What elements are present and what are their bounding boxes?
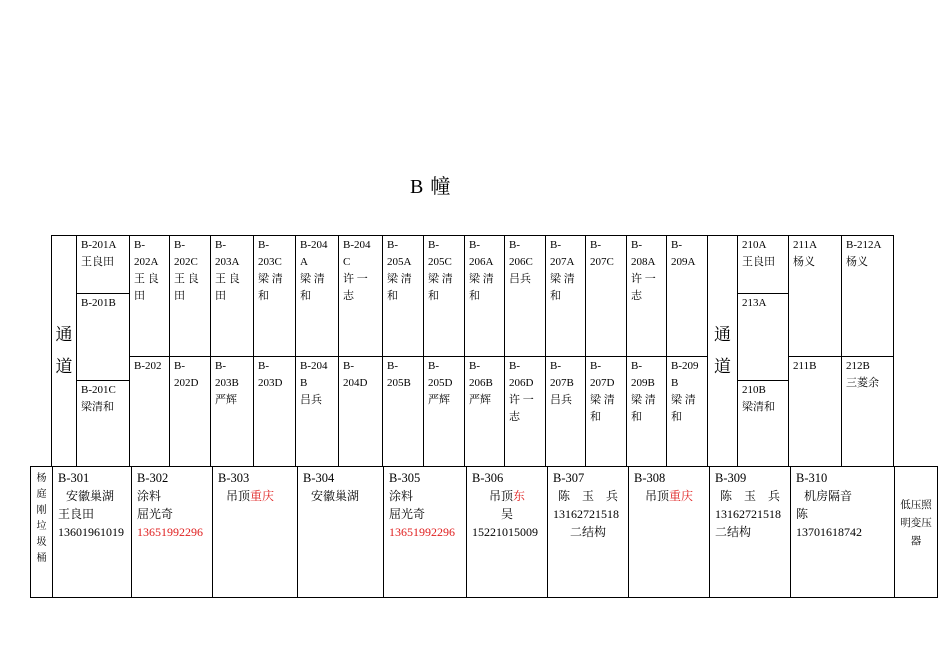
room-b203d	[253, 356, 296, 467]
room-code: B-301	[58, 471, 90, 485]
room-b208a	[626, 235, 667, 357]
room-b306	[466, 466, 548, 598]
room-line-1: 机房隔音	[804, 489, 853, 503]
room-b209a	[666, 235, 708, 357]
room-211a	[788, 235, 842, 357]
room-code-suffix: 202C	[174, 256, 198, 268]
room-code: B-	[134, 239, 145, 251]
label-char: 杨	[36, 473, 47, 484]
room-line-1: 涂料	[137, 489, 162, 503]
room-owner: 梁 清	[550, 273, 575, 285]
room-code: 210B	[742, 384, 766, 396]
room-line-2: 13162721518	[715, 507, 781, 521]
room-owner: 梁 清	[469, 273, 494, 285]
room-owner-cont: 和	[300, 290, 311, 302]
room-owner: 吕兵	[300, 394, 322, 406]
room-b303	[212, 466, 298, 598]
label-char: 庭	[36, 489, 47, 500]
room-code: B-308	[634, 471, 666, 485]
room-code-suffix: B	[300, 377, 308, 389]
room-code-suffix: 209A	[671, 256, 696, 268]
transformer-label	[894, 466, 938, 598]
room-line-1: 安徽巢湖	[311, 489, 360, 503]
room-212a	[841, 235, 894, 357]
room-code: B-310	[796, 471, 828, 485]
room-b302	[131, 466, 213, 598]
room-line-2: 王良田	[58, 507, 95, 521]
room-code-suffix: 205D	[428, 377, 453, 389]
room-code: 211B	[793, 360, 817, 372]
room-code: 212B	[846, 360, 870, 372]
room-code-suffix: 206D	[509, 377, 534, 389]
corridor-right	[707, 235, 738, 467]
room-code: 211A	[793, 239, 818, 251]
room-owner: 严辉	[469, 394, 491, 406]
room-b207c	[585, 235, 627, 357]
room-code: B-	[215, 239, 226, 251]
room-code-suffix: 203D	[258, 377, 283, 389]
room-code-suffix: 207A	[550, 256, 575, 268]
room-owner-cont: 田	[174, 290, 185, 302]
room-code-suffix: 207C	[590, 256, 614, 268]
room-owner-cont: 志	[509, 411, 520, 423]
room-owner-cont: 和	[387, 290, 398, 302]
room-code: B-	[590, 360, 601, 372]
room-owner: 杨义	[846, 256, 868, 268]
room-code: B-	[550, 239, 561, 251]
room-b204b	[295, 356, 339, 467]
room-b204c	[338, 235, 383, 357]
room-code: B-	[509, 360, 520, 372]
room-owner: 王 良	[174, 273, 199, 285]
trash-bin-label	[30, 466, 53, 598]
room-code-suffix: 205A	[387, 256, 412, 268]
room-code-suffix: 206B	[469, 377, 493, 389]
room-line-1: 安徽巢湖	[66, 489, 115, 503]
room-code: B-	[550, 360, 561, 372]
label-line: 器	[910, 536, 922, 547]
room-code-suffix: 206A	[469, 256, 494, 268]
room-code-suffix: C	[343, 256, 351, 268]
room-code: B-309	[715, 471, 747, 485]
room-owner: 梁 清	[631, 394, 656, 406]
room-b202d	[169, 356, 211, 467]
room-owner: 梁 清	[300, 273, 325, 285]
room-line-1	[634, 487, 704, 505]
corridor-right-char-1: 通	[714, 325, 731, 344]
room-b205d	[423, 356, 465, 467]
room-code: B-	[469, 360, 480, 372]
room-owner: 梁 清	[590, 394, 615, 406]
room-owner: 严辉	[428, 394, 450, 406]
corridor-left-char-1: 通	[55, 325, 73, 344]
room-b310	[790, 466, 895, 598]
room-owner: 严辉	[215, 394, 237, 406]
room-line-3: 二结构	[715, 525, 752, 539]
room-code: B-202	[134, 360, 162, 372]
room-b209b	[626, 356, 667, 467]
room-code-suffix: 203B	[215, 377, 239, 389]
room-code: B-	[428, 360, 439, 372]
room-line-2: 吴	[500, 507, 513, 521]
room-code: B-305	[389, 471, 421, 485]
room-code: B-201C	[81, 384, 116, 396]
room-line-3: 二结构	[569, 525, 606, 539]
room-b309	[709, 466, 791, 598]
room-owner: 梁清和	[81, 401, 114, 413]
room-code: B-303	[218, 471, 250, 485]
room-line-1	[218, 487, 292, 505]
label-char: 圾	[36, 537, 47, 548]
room-code-suffix: B	[671, 377, 679, 389]
room-code-suffix: A	[300, 256, 308, 268]
room-owner: 王 良	[134, 273, 159, 285]
room-b203b	[210, 356, 254, 467]
corridor-left	[51, 235, 77, 467]
room-code: B-	[671, 239, 682, 251]
label-char: 垃	[36, 521, 47, 532]
room-code: B-	[428, 239, 439, 251]
page-title: B 幢	[410, 176, 452, 198]
room-owner: 王 良	[215, 273, 240, 285]
room-code-suffix: 208A	[631, 256, 656, 268]
room-code-suffix: 207B	[550, 377, 574, 389]
room-owner-cont: 和	[631, 411, 642, 423]
room-code: B-	[509, 239, 520, 251]
corridor-left-char-2: 道	[55, 357, 73, 376]
room-code-suffix: 203A	[215, 256, 240, 268]
room-211b	[788, 356, 842, 467]
room-owner: 王良田	[81, 256, 114, 268]
room-code: B-204	[343, 239, 371, 251]
room-owner-cont: 和	[428, 290, 439, 302]
room-code: B-209	[671, 360, 699, 372]
room-line-2: 屈光奇	[137, 507, 174, 521]
room-owner: 吕兵	[509, 273, 531, 285]
room-code: B-	[343, 360, 354, 372]
room-owner: 杨义	[793, 256, 815, 268]
room-b201b	[76, 293, 130, 381]
room-line-1a: 吊顶	[226, 489, 251, 503]
room-line-2: 13162721518	[553, 507, 619, 521]
room-phone: 13651992296	[137, 525, 203, 539]
room-code: B-	[258, 360, 269, 372]
room-code: 210A	[742, 239, 767, 251]
room-code-suffix: 205C	[428, 256, 452, 268]
room-code: B-212A	[846, 239, 882, 251]
room-line-1: 陈 玉 兵	[719, 489, 780, 503]
room-owner-cont: 和	[550, 290, 561, 302]
room-b206b	[464, 356, 505, 467]
room-line-1: 陈 玉 兵	[557, 489, 618, 503]
room-line-3: 15221015009	[472, 525, 538, 539]
room-212b	[841, 356, 894, 467]
room-b201a	[76, 235, 130, 294]
room-owner: 梁 清	[671, 394, 696, 406]
room-213a	[737, 293, 789, 381]
room-b205c	[423, 235, 465, 357]
room-line-2: 屈光奇	[389, 507, 426, 521]
room-line-1	[472, 487, 542, 505]
room-code-suffix: 207D	[590, 377, 615, 389]
room-code: 213A	[742, 297, 767, 309]
room-b206c	[504, 235, 546, 357]
room-owner: 许 一	[509, 394, 534, 406]
room-line-3: 13601961019	[58, 525, 124, 539]
room-owner-cont: 志	[631, 290, 642, 302]
room-phone: 13651992296	[389, 525, 455, 539]
room-b304	[297, 466, 384, 598]
room-code: B-307	[553, 471, 585, 485]
room-owner-cont: 田	[215, 290, 226, 302]
room-code: B-304	[303, 471, 335, 485]
room-code: B-	[387, 360, 398, 372]
room-owner: 梁 清	[387, 273, 412, 285]
room-code: B-204	[300, 239, 328, 251]
room-owner-cont: 和	[469, 290, 480, 302]
room-owner: 梁 清	[258, 273, 283, 285]
room-code: B-	[174, 360, 185, 372]
room-b203c	[253, 235, 296, 357]
room-b202a	[129, 235, 170, 357]
room-b202	[129, 356, 170, 467]
label-line: 明变压	[900, 518, 932, 529]
room-line-1a: 吊顶	[644, 489, 669, 503]
room-b205b	[382, 356, 424, 467]
room-code-suffix: 204D	[343, 377, 368, 389]
room-line-3: 13701618742	[796, 525, 862, 539]
room-b203a	[210, 235, 254, 357]
room-210b	[737, 380, 789, 467]
room-b207b	[545, 356, 586, 467]
label-char: 刚	[36, 505, 47, 516]
room-owner: 梁 清	[428, 273, 453, 285]
room-line-1b: 重庆	[250, 489, 275, 503]
room-code: B-	[258, 239, 269, 251]
room-code: B-	[174, 239, 185, 251]
room-owner-cont: 和	[258, 290, 269, 302]
room-owner-cont: 田	[134, 290, 145, 302]
room-code: B-201B	[81, 297, 116, 309]
room-code: B-306	[472, 471, 504, 485]
room-owner: 许 一	[343, 273, 368, 285]
room-code: B-	[590, 239, 601, 251]
room-line-1b: 东	[513, 489, 526, 503]
room-owner: 梁清和	[742, 401, 775, 413]
room-code-suffix: 202A	[134, 256, 159, 268]
room-code: B-	[631, 360, 642, 372]
room-owner-cont: 和	[671, 411, 682, 423]
room-b308	[628, 466, 710, 598]
room-210a	[737, 235, 789, 294]
room-b307	[547, 466, 629, 598]
room-b305	[383, 466, 467, 598]
room-owner: 王良田	[742, 256, 775, 268]
room-b204a	[295, 235, 339, 357]
room-owner: 三菱余	[846, 377, 879, 389]
room-owner-cont: 志	[343, 290, 354, 302]
room-code: B-	[387, 239, 398, 251]
room-b204d	[338, 356, 383, 467]
room-b201c	[76, 380, 130, 467]
room-b205a	[382, 235, 424, 357]
room-line-1b: 重庆	[669, 489, 694, 503]
room-code: B-302	[137, 471, 169, 485]
room-code-suffix: 205B	[387, 377, 411, 389]
room-line-2: 陈	[796, 507, 809, 521]
room-code: B-	[631, 239, 642, 251]
room-b206d	[504, 356, 546, 467]
room-b207d	[585, 356, 627, 467]
room-b206a	[464, 235, 505, 357]
room-code-suffix: 209B	[631, 377, 655, 389]
room-code-suffix: 202D	[174, 377, 199, 389]
room-code-suffix: 203C	[258, 256, 282, 268]
corridor-right-char-2: 道	[714, 357, 731, 376]
label-char: 桶	[36, 553, 47, 564]
room-owner-cont: 和	[590, 411, 601, 423]
room-code: B-	[469, 239, 480, 251]
room-b301	[52, 466, 132, 598]
room-code: B-201A	[81, 239, 117, 251]
room-owner: 许 一	[631, 273, 656, 285]
room-b207a	[545, 235, 586, 357]
label-line: 低压照	[900, 500, 932, 511]
room-line-1a: 吊顶	[488, 489, 513, 503]
room-code-suffix: 206C	[509, 256, 533, 268]
room-b209b-2	[666, 356, 708, 467]
room-code: B-	[215, 360, 226, 372]
room-owner: 吕兵	[550, 394, 572, 406]
room-line-1: 涂料	[389, 489, 414, 503]
room-b202c	[169, 235, 211, 357]
room-code: B-204	[300, 360, 328, 372]
